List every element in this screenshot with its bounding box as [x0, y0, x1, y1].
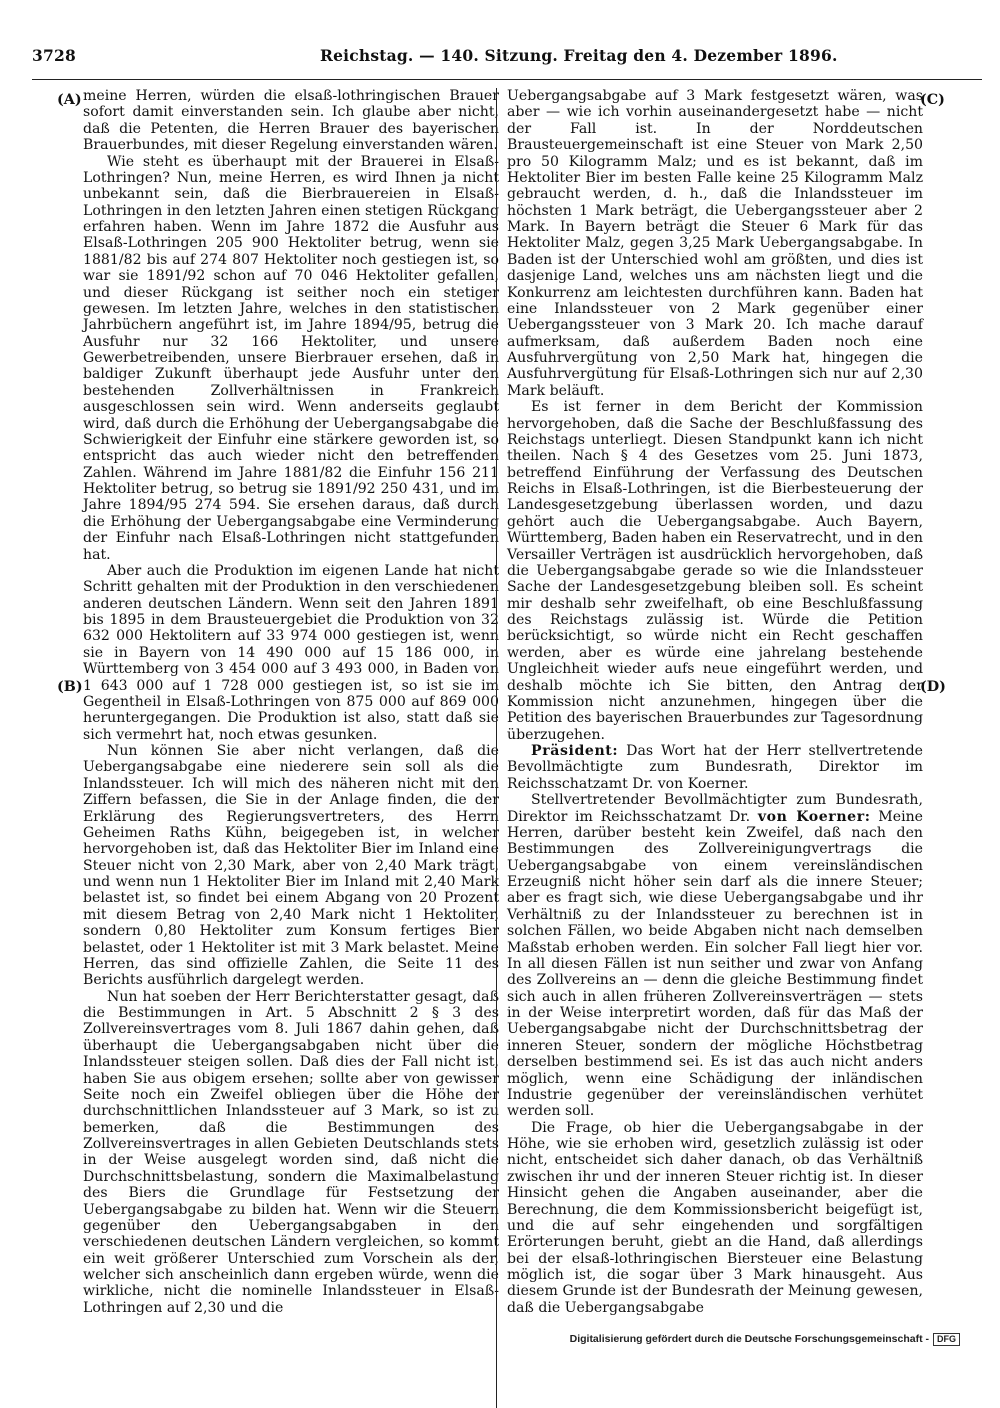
margin-marker-a: (A) — [57, 92, 82, 108]
header-rule — [32, 79, 982, 80]
page-title: Reichstag. — 140. Sitzung. Freitag den 4. Dezember 1896. — [320, 46, 838, 65]
right-column — [507, 88, 923, 1316]
paragraph: meine Herren, würden die elsaß-lothringischen Brauer sofort damit einverstanden sein. Ich glaube aber nicht, daß die Petenten, die Herren Brauer des bayerischen Brauerbundes, mit dieser Regelung einverstanden wären. — [83, 88, 499, 154]
margin-marker-b: (B) — [57, 679, 83, 695]
footer-text: Digitalisierung gefördert durch die Deutsche Forschungsgemeinschaft - — [569, 1333, 929, 1345]
paragraph: Nun können Sie aber nicht verlangen, daß die Uebergangsabgabe eine niederere sein soll als die Inlandssteuer. Ich will mich des näheren nicht mit den Ziffern befassen, die Sie in der Anlage finden, die der Erklärung des Regierungsvertreters, des Herrn Geheimen Raths Kühn, beigegeben ist, in welcher hervorgehoben ist, daß das Hektoliter Bier im Inland eine Steuer nicht von 2,30 Mark, aber von 2,40 Mark trägt, und wenn nun 1 Hektoliter Bier im Inland mit 2,40 Mark belastet ist, so findet bei einem Abgang von 20 Prozent mit diesem Betrag von 2,40 Mark nicht 1 Hektoliter, sondern 0,80 Hektoliter zum Konsum fertiges Bier belastet, oder 1 Hektoliter ist mit 3 Mark belastet. Meine Herren, das sind offizielle Zahlen, die Seite 11 des Berichts ausführlich dargelegt werden. — [83, 743, 499, 989]
speaker-name: Präsident: — [531, 743, 619, 759]
speaker-intro: Stellvertretender Bevollmächtigter zum Bundesrath, Direktor im Reichsschatzamt Dr. — [507, 792, 923, 825]
margin-marker-d: (D) — [920, 679, 946, 695]
paragraph: Aber auch die Produktion im eigenen Lande hat nicht Schritt gehalten mit der Produktion in den verschiedenen anderen deutschen Ländern. Wenn seit den Jahren 1891 bis 1895 in dem Brausteuergebiet die Produktion von 32 632 000 Hektolitern auf 33 974 000 gestiegen ist, wenn sie in Bayern von 14 490 000 auf 15 186 000, in Württemberg von 3 454 000 auf 3 493 000, in Baden von 1 643 000 auf 1 728 000 gestiegen ist, so ist sie im Gegentheil in Elsaß-Lothringen von 875 000 auf 869 000 heruntergegangen. Die Produktion ist also, statt daß sie sich vermehrt hat, noch etwas gesunken. — [83, 562, 499, 743]
paragraph: Wie steht es überhaupt mit der Brauerei in Elsaß-Lothringen? Nun, meine Herren, es wird Ihnen ja nicht unbekannt sein, daß die Bierbrauereien in Elsaß-Lothringen in den letzten Jahren einen stetigen Rückgang erfahren haben. Wenn im Jahre 1872 die Ausfuhr aus Elsaß-Lothringen 205 900 Hektoliter betrug, wenn sie 1881/82 bis auf 274 807 Hektoliter noch gestiegen ist, so war sie 1891/92 schon auf 70 046 Hektoliter gefallen, und dieser Rückgang ist seither noch ein stetiger gewesen. Im letzten Jahre, welches in den statistischen Jahrbüchern angeführt ist, im Jahre 1894/95, betrug die Ausfuhr nur 32 166 Hektoliter, und unsere Gewerbetreibenden, unsere Bierbrauer ersehen, daß in baldiger Zukunft überhaupt jede Ausfuhr unter den bestehenden Zollverhältnissen in Frankreich ausgeschlossen sein wird. Wenn anderseits geglaubt wird, daß durch die Erhöhung der Uebergangsabgabe die Schwierigkeit der Einfuhr eine stärkere geworden ist, so entspricht das auch wieder nicht den betreffenden Zahlen. Während im Jahre 1881/82 die Einfuhr 156 211 Hektoliter betrug, so betrug sie 1891/92 250 431, und im Jahre 1894/95 274 594. Sie ersehen daraus, daß durch die Erhöhung der Uebergangsabgabe eine Verminderung der Einfuhr nach Elsaß-Lothringen nicht stattgefunden hat. — [83, 153, 499, 563]
paragraph: Nun hat soeben der Herr Berichterstatter gesagt, daß die Bestimmungen in Art. 5 Abschnitt 2 § 3 des Zollvereinsvertrages vom 8. Juli 1867 dahin gehen, daß überhaupt die Uebergangsabgaben nicht über die Inlandssteuer steigen sollen. Daß dies der Fall nicht ist, haben Sie aus obigem ersehen; sollte aber von gewisser Seite noch ein Zweifel obliegen über die Höhe der durchschnittlichen Inlandssteuer auf 3 Mark, so ist zu bemerken, daß die Bestimmungen des Zollvereinsvertrages in allen Gebieten Deutschlands stets in der Weise ausgelegt worden sind, daß nicht die Durchschnittsbelastung, sondern die Maximalbelastung des Biers die Grundlage für Festsetzung der Uebergangsabgabe zu bilden hat. Wenn wir die Steuern gegenüber den Uebergangsabgaben in den verschiedenen deutschen Ländern vergleichen, so kommt ein weit größerer Unterschied zum Vorschein als der, welcher sich anscheinlich dann ergeben würde, wenn die wirkliche, nicht die nominelle Inlandssteuer in Elsaß-Lothringen auf 2,30 und die — [83, 988, 499, 1316]
paragraph: Es ist ferner in dem Bericht der Kommission hervorgehoben, daß die Sache der Beschlußfassung des Reichstags unterliegt. Diesen Standpunkt kann ich nicht theilen. Nach § 4 des Gesetzes vom 25. Juni 1873, betreffend Einführung der Verfassung des Deutschen Reichs in Elsaß-Lothringen, ist die Bierbesteuerung der Landesgesetzgebung überlassen worden, und dazu gehört auch die Uebergangsabgabe. Auch Bayern, Württemberg, Baden haben ein Reservatrecht, und in den Versailler Verträgen ist ausdrücklich hervorgehoben, daß die Uebergangsabgabe gerade so wie die Inlandssteuer Sache der Landesgesetzgebung bleiben soll. Es scheint mir deshalb sehr zweifelhaft, ob eine Beschlußfassung des Reichstags zulässig ist. Würde die Petition berücksichtigt, so würde nicht ein Recht geschaffen werden, aber es würde eine jahrelang bestehende Ungleichheit wieder aufs neue eingeführt werden, und deshalb möchte ich Sie bitten, den Antrag der Kommission nicht anzunehmen, hingegen über die Petition des bayerischen Brauerbundes zur Tagesordnung überzugehen. — [507, 399, 923, 743]
page-header — [32, 44, 982, 70]
speaker-name: von Koerner: — [757, 808, 871, 825]
page-number: 3728 — [32, 46, 76, 65]
left-column — [83, 88, 499, 1316]
paragraph: Uebergangsabgabe auf 3 Mark festgesetzt wären, was aber — wie ich vorhin auseinandergesetzt habe — nicht der Fall ist. In der Norddeutschen Brausteuergemeinschaft ist eine Steuer von Mark 2,50 pro 50 Kilogramm Malz; und es ist bekannt, daß im Hektoliter Bier im besten Falle keine 25 Kilogramm Malz gebraucht werden, d. h., daß die Inlandssteuer im höchsten 1 Mark beträgt, die Uebergangssteuer aber 2 Mark. In Bayern beträgt die Steuer 6 Mark für das Hektoliter Malz, gegen 3,25 Mark Uebergangsabgabe. In Baden ist der Unterschied wohl am größten, und dies ist dasjenige Land, welches uns am nächsten liegt und die Konkurrenz am leichtesten durchführen kann. Baden hat eine Inlandssteuer von 2 Mark gegenüber einer Uebergangssteuer von 3 Mark 20. Ich mache darauf aufmerksam, daß außerdem Baden noch eine Ausfuhrvergütung von 2,50 Mark hat, hingegen die Ausfuhrvergütung für Elsaß-Lothringen sich nur auf 2,30 Mark beläuft. — [507, 88, 923, 399]
speech-text: Das Wort hat der Herr stellvertretende Bevollmächtigte zum Bundesrath, Direktor im Reichsschatzamt Dr. von Koerner. — [507, 743, 924, 792]
dfg-logo: DFG — [933, 1333, 960, 1346]
footer-credit — [570, 1333, 960, 1346]
president-paragraph — [507, 743, 923, 792]
column-divider — [496, 88, 497, 1408]
margin-marker-c: (C) — [920, 92, 945, 108]
speech-text: Meine Herren, darüber besteht kein Zweifel, daß nach den Bestimmungen des Zollvereinigungvertrags die Uebergangsabgabe von einem vereinsländischen Erzeugniß nicht höher sein darf als die innere Steuer; aber es fragt sich, wie diese Uebergangsabgabe und ihr Verhältniß zu der Inlandssteuer zu berechnen ist in solchen Fällen, wo beide Abgaben nicht nach demselben Maßstab erhoben werden. Ein solcher Fall liegt hier vor. In all diesen Fällen ist nun seither und zwar von Anfang des Zollvereins an — denn die gleiche Bestimmung findet sich auch in allen früheren Zollvereinsverträgen — stets in der Weise interpretirt worden, daß für das Maß der Uebergangsabgabe nicht der Durchschnittsbetrag der inneren Steuer, sondern der mögliche Höchstbetrag derselben bestimmend sei. Es ist das auch nicht anders möglich, wenn eine Schädigung der inländischen Industrie gegenüber der vereinsländischen verhütet werden soll. — [507, 808, 923, 1120]
koerner-paragraph — [507, 792, 923, 1120]
paragraph: Die Frage, ob hier die Uebergangsabgabe in der Höhe, wie sie erhoben wird, gesetzlich zulässig ist oder nicht, entscheidet sich daher danach, ob das Verhältniß zwischen ihr und der inneren Steuer richtig ist. In dieser Hinsicht gehen die Angaben auseinander, aber die Berechnung, die dem Kommissionsbericht beigefügt ist, und die auf sehr eingehenden und sorgfältigen Erörterungen beruht, giebt an die Hand, daß allerdings bei der elsaß-lothringischen Biersteuer eine Belastung möglich ist, die sogar über 3 Mark hinausgeht. Aus diesem Grunde ist der Bundesrath der Meinung gewesen, daß die Uebergangsabgabe — [507, 1119, 923, 1316]
